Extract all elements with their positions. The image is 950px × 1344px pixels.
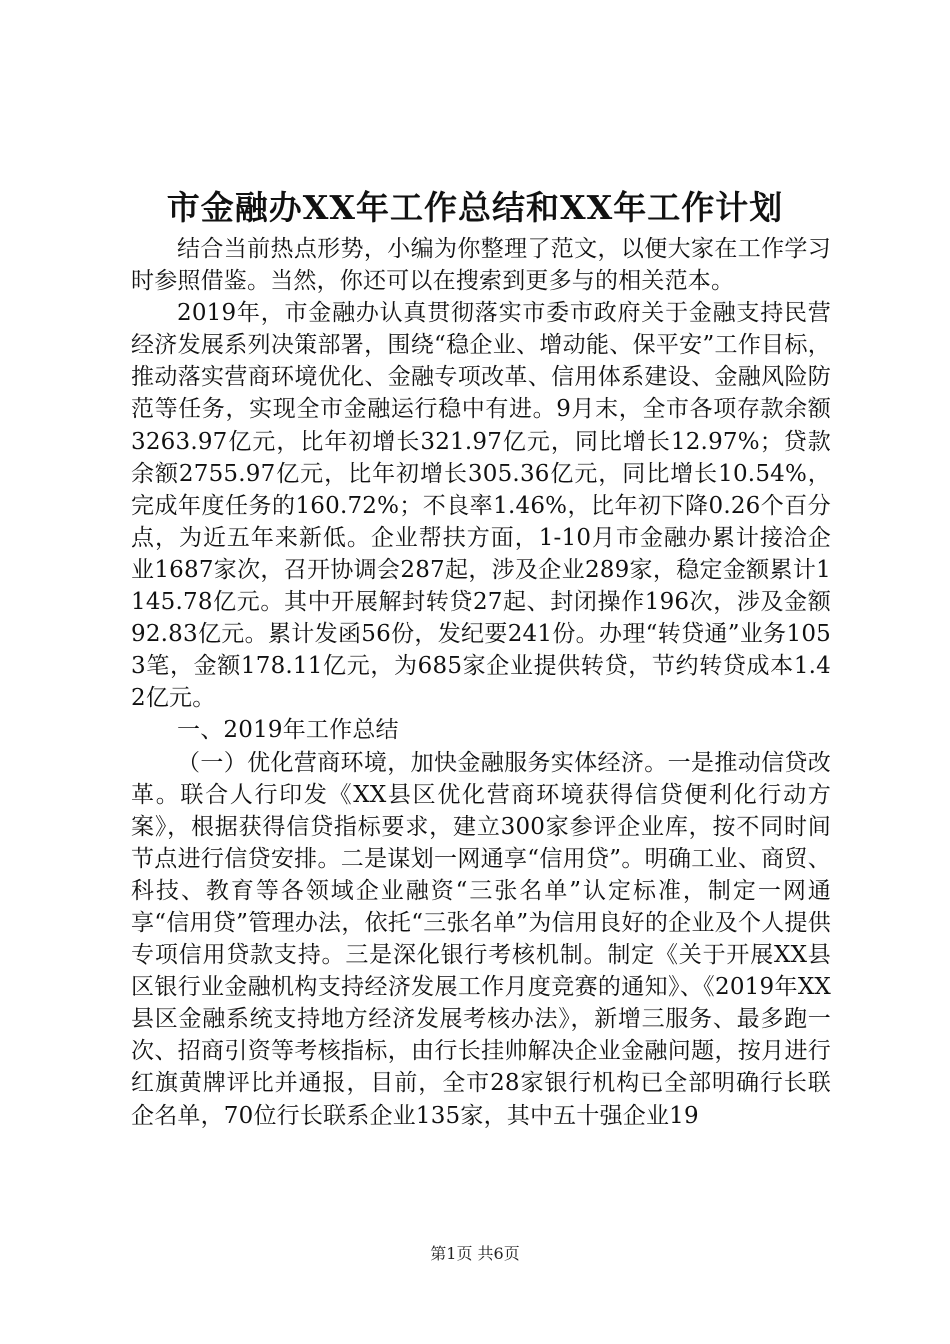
document-body: [131, 233, 831, 1132]
page-number-footer: 第1页 共6页: [430, 1244, 520, 1263]
overview-paragraph: 2019年，市金融办认真贯彻落实市委市政府关于金融支持民营经济发展系列决策部署，围绕“稳企业、增动能、保平安”工作目标，推动落实营商环境优化、金融专项改革、信用体系建设、金融风险防范等任务，实现全市金融运行稳中有进。9月末，全市各项存款余额3263.97亿元，比年初增长321.97亿元，同比增长12.97%；贷款余额2755.97亿元，比年初增长305.36亿元，同比增长10.54%，完成年度任务的160.72%；不良率1.46%，比年初下降0.26个百分点，为近五年来新低。企业帮扶方面，1-10月市金融办累计接洽企业1687家次，召开协调会287起，涉及企业289家，稳定金额累计1145.78亿元。其中开展解封转贷27起、封闭操作196次，涉及金额92.83亿元。累计发函56份，发纪要241份。办理“转贷通”业务1053笔，金额178.11亿元，为685家企业提供转贷，节约转贷成本1.42亿元。: [131, 300, 831, 712]
intro-paragraph: 结合当前热点形势，小编为你整理了范文，以便大家在工作学习时参照借鉴。当然，你还可以在搜索到更多与的相关范本。: [131, 236, 831, 295]
section-heading: 一、2019年工作总结: [177, 717, 399, 744]
document-title: 市金融办XX年工作总结和XX年工作计划: [166, 188, 784, 227]
section-paragraph: （一）优化营商环境，加快金融服务实体经济。一是推动信贷改革。联合人行印发《XX县区优化营商环境获得信贷便利化行动方案》，根据获得信贷指标要求，建立300家参评企业库，按不同时间节点进行信贷安排。二是谋划一网通享“信用贷”。明确工业、商贸、科技、教育等各领域企业融资“三张名单”认定标准，制定一网通享“信用贷”管理办法，依托“三张名单”为信用良好的企业及个人提供专项信用贷款支持。三是深化银行考核机制。制定《关于开展XX县区银行业金融机构支持经济发展工作月度竞赛的通知》、《2019年XX县区金融系统支持地方经济发展考核办法》，新增三服务、最多跑一次、招商引资等考核指标，由行长挂帅解决企业金融问题，按月进行红旗黄牌评比并通报，目前，全市28家银行机构已全部明确行长联企名单，70位行长联系企业135家，其中五十强企业19: [131, 749, 831, 1129]
